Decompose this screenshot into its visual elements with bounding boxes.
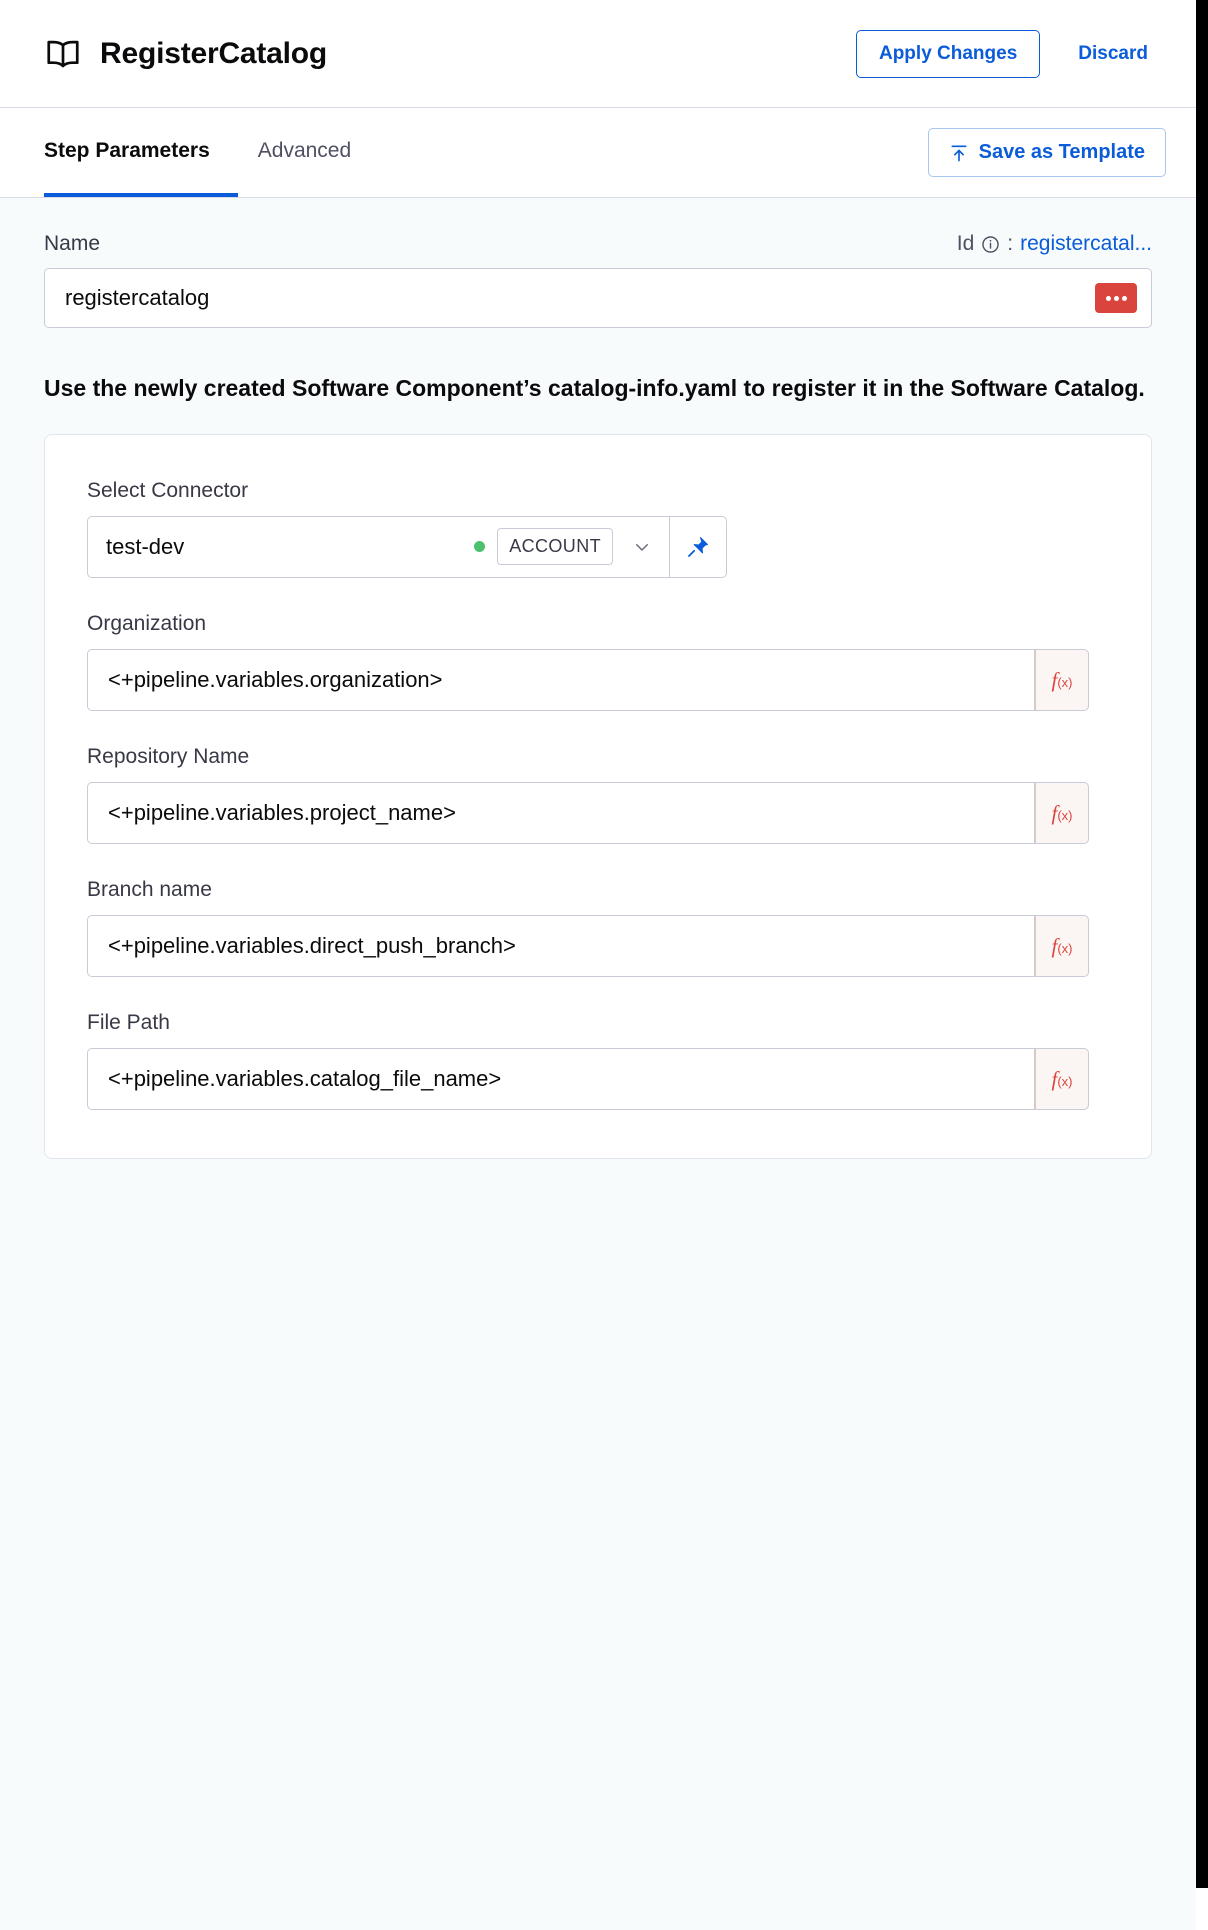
branch-name-field: [87, 878, 1109, 977]
name-input[interactable]: [63, 284, 1095, 312]
fx-sub: (x): [1057, 1073, 1073, 1089]
save-as-template-button[interactable]: [928, 128, 1166, 177]
window-edge-corner: [1196, 1888, 1208, 1930]
tab-bar-actions: [928, 108, 1166, 197]
connector-row: [87, 516, 727, 578]
book-icon: [44, 35, 82, 73]
connector-status-dot-icon: [474, 541, 485, 552]
fx-label: f: [1051, 933, 1058, 958]
repository-name-input-wrapper[interactable]: [87, 782, 1035, 844]
file-path-input-wrapper[interactable]: [87, 1048, 1035, 1110]
pin-icon: [686, 535, 710, 559]
step-id: [957, 232, 1152, 256]
chevron-down-icon[interactable]: [625, 538, 659, 556]
page-title: RegisterCatalog: [100, 36, 328, 70]
file-path-row: [87, 1048, 1089, 1110]
drawer-header: [0, 0, 1196, 108]
save-as-template-label: Save as Template: [978, 141, 1145, 163]
organization-input-wrapper[interactable]: [87, 649, 1035, 711]
fx-label: f: [1051, 800, 1058, 825]
file-path-field: [87, 1011, 1109, 1110]
apply-changes-button[interactable]: Apply Changes: [856, 30, 1040, 78]
organization-label: Organization: [87, 611, 207, 635]
fx-label: f: [1051, 667, 1058, 692]
fx-sub: (x): [1057, 674, 1073, 690]
branch-name-label: Branch name: [87, 877, 212, 901]
id-value[interactable]: registercatal...: [1020, 232, 1152, 255]
organization-input[interactable]: [106, 666, 1018, 694]
tabs: [44, 108, 928, 197]
file-path-input[interactable]: [106, 1065, 1018, 1093]
window-edge: [1196, 0, 1208, 1930]
info-circle-icon[interactable]: [981, 235, 1000, 254]
organization-field: [87, 612, 1109, 711]
organization-row: [87, 649, 1089, 711]
name-input-wrapper[interactable]: [44, 268, 1152, 328]
discard-button[interactable]: Discard: [1064, 31, 1162, 77]
tab-step-parameters[interactable]: Step Parameters: [44, 108, 238, 197]
repository-name-label: Repository Name: [87, 744, 250, 768]
name-label: Name: [44, 232, 101, 255]
connector-label: Select Connector: [87, 478, 249, 502]
branch-name-input[interactable]: [106, 932, 1018, 960]
drawer-body: [0, 198, 1196, 1930]
step-description: Use the newly created Software Component’s catalog-info.yaml to register it in the Software Catalog.: [44, 375, 1145, 401]
tab-advanced[interactable]: Advanced: [257, 138, 352, 162]
branch-name-row: [87, 915, 1089, 977]
connector-value: test-dev: [106, 533, 185, 559]
file-path-label: File Path: [87, 1010, 170, 1034]
repository-name-input[interactable]: [106, 799, 1018, 827]
step-parameters-card: [44, 434, 1152, 1159]
id-label: Id: [956, 232, 975, 255]
id-separator: :: [1007, 232, 1014, 255]
organization-expression-button[interactable]: [1035, 649, 1089, 711]
header-left: [44, 35, 856, 73]
fx-label: f: [1051, 1066, 1058, 1091]
repository-name-row: [87, 782, 1089, 844]
upload-icon: [949, 143, 969, 163]
name-row: [44, 232, 1152, 256]
tab-bar: [0, 108, 1196, 198]
runtime-input-icon[interactable]: [1095, 283, 1137, 313]
repository-name-expression-button[interactable]: [1035, 782, 1089, 844]
pin-connector-button[interactable]: [669, 516, 727, 578]
repository-name-field: [87, 745, 1109, 844]
connector-scope-badge: ACCOUNT: [497, 528, 613, 565]
header-actions: [856, 30, 1162, 78]
fx-sub: (x): [1057, 940, 1073, 956]
connector-field: [87, 479, 1109, 578]
connector-select[interactable]: [87, 516, 669, 578]
branch-name-expression-button[interactable]: [1035, 915, 1089, 977]
branch-name-input-wrapper[interactable]: [87, 915, 1035, 977]
file-path-expression-button[interactable]: [1035, 1048, 1089, 1110]
fx-sub: (x): [1057, 807, 1073, 823]
